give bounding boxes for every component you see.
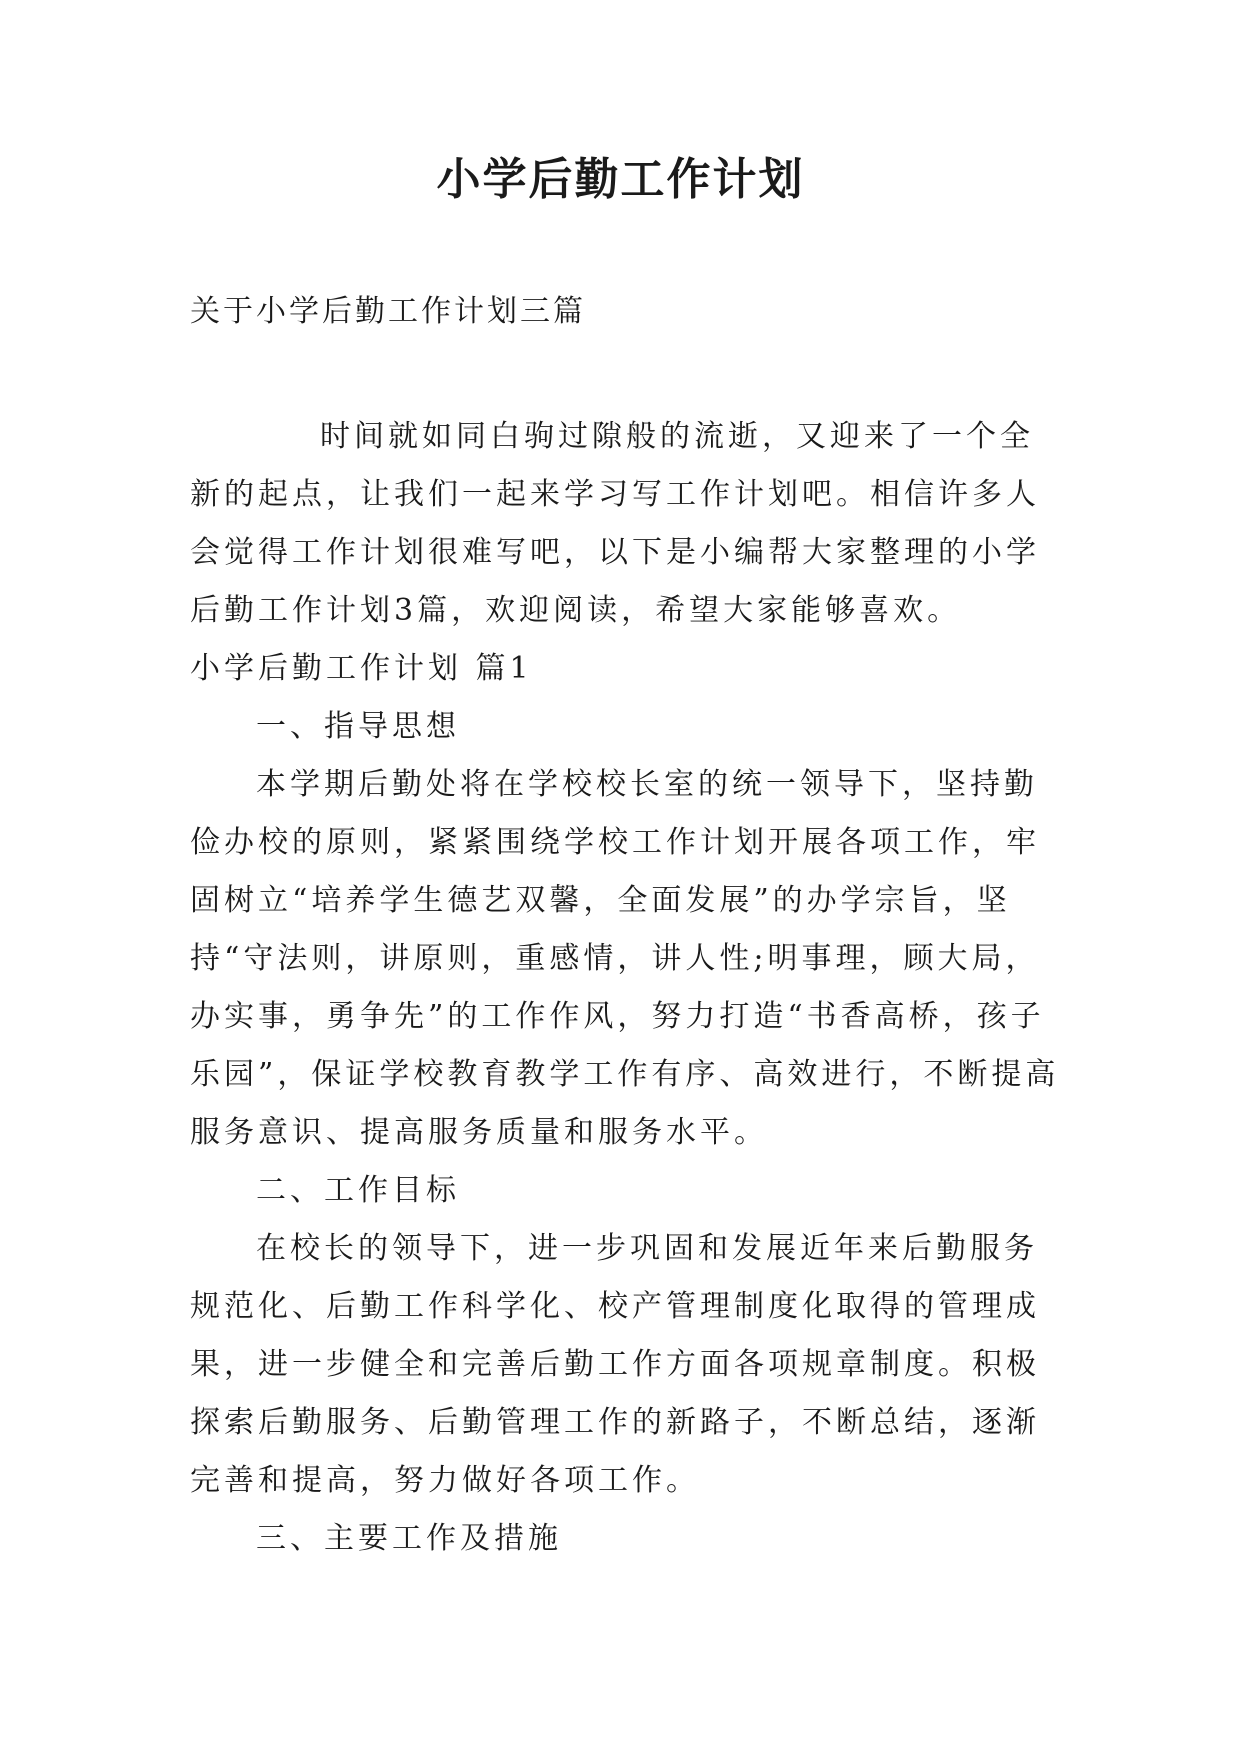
section-paragraph-2: 在校长的领导下，进一步巩固和发展近年来后勤服务规范化、后勤工作科学化、校产管理制度化取得的管理成果，进一步健全和完善后勤工作方面各项规章制度。积极探索后勤服务、后勤管理工作的新路子，不断总结，逐渐完善和提高，努力做好各项工作。 <box>190 1231 1040 1498</box>
section-heading-2: 二、工作目标 <box>256 1173 460 1208</box>
document-body <box>190 408 1060 1568</box>
section-heading-1: 一、指导思想 <box>256 709 460 744</box>
part-heading: 小学后勤工作计划 篇1 <box>190 651 533 686</box>
document-title: 小学后勤工作计划 <box>436 154 805 205</box>
document-subtitle: 关于小学后勤工作计划三篇 <box>190 294 586 329</box>
section-heading-3: 三、主要工作及措施 <box>256 1521 562 1556</box>
section-paragraph-1: 本学期后勤处将在学校校长室的统一领导下，坚持勤俭办校的原则，紧紧围绕学校工作计划开展各项工作，牢固树立“培养学生德艺双馨，全面发展”的办学宗旨，坚持“守法则，讲原则，重感情，讲人性;明事理，顾大局，办实事，勇争先”的工作作风，努力打造“书香高桥，孩子乐园”，保证学校教育教学工作有序、高效进行，不断提高服务意识、提高服务质量和服务水平。 <box>190 767 1060 1150</box>
intro-paragraph: 时间就如同白驹过隙般的流逝，又迎来了一个全新的起点，让我们一起来学习写工作计划吧。相信许多人会觉得工作计划很难写吧，以下是小编帮大家整理的小学后勤工作计划3篇，欢迎阅读，希望大家能够喜欢。 <box>190 419 1040 628</box>
